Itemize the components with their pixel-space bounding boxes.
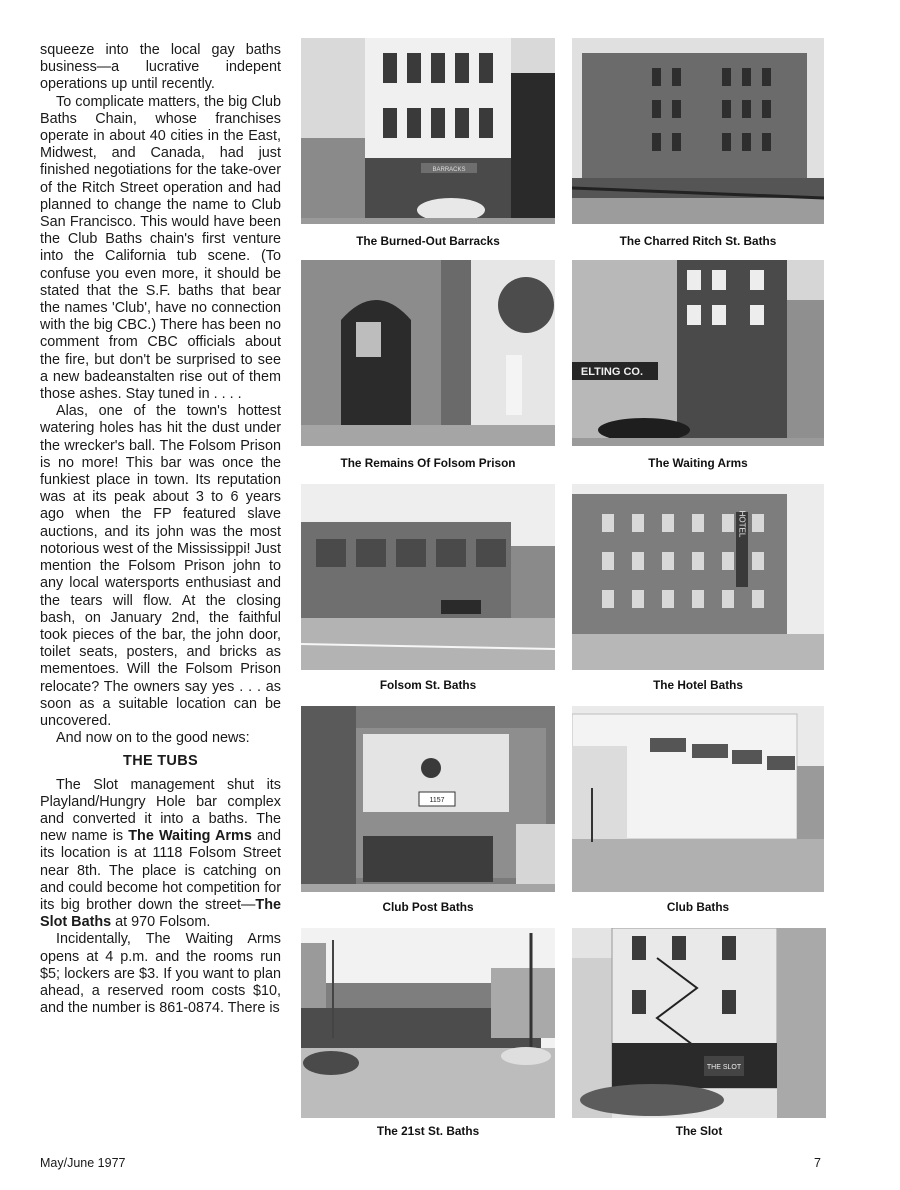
photo-the-hotel-baths	[572, 484, 824, 696]
article-paragraph: squeeze into the local gay baths business—a lucrative indepent operations up until recently.	[40, 42, 281, 93]
photo-caption: The 21st St. Baths	[376, 1124, 480, 1138]
photo-image	[572, 484, 824, 670]
address-sign: 1157	[429, 797, 445, 804]
venue-name: The Slot Baths	[40, 896, 281, 931]
article-paragraph: Alas, one of the town's hottest watering holes has hit the dust under the wrecker's ball. The Folsom Prison is no more! This bar was once the funkiest place in town. Its reputation was at its peak about 3 to 6 years ago when the FP featured slave auctions, and its john was the most notorious west of the Mississippi! Just mention the Folsom Prison john to any local watersports enthusiast and the tears will flow. At the closing bash, on January 2nd, the faithful took pieces of the bar, the john door, toilet seats, posters, and bricks as mementoes. Will the Folsom Prison relocate? The owners say yes . . . as soon as a suitable location can be uncovered.	[40, 403, 281, 729]
photo-the-21st-st-baths	[301, 928, 555, 1140]
photo-caption: The Slot	[675, 1124, 723, 1138]
photo-caption: The Hotel Baths	[653, 678, 743, 692]
photo-caption: Club Baths	[666, 900, 730, 914]
photo-caption: The Remains Of Folsom Prison	[340, 456, 516, 470]
storefront-sign: BARRACKS	[432, 167, 466, 173]
photo-caption: The Charred Ritch St. Baths	[619, 234, 777, 248]
photo-image	[572, 260, 824, 446]
section-heading: THE TUBS	[123, 753, 198, 770]
article-paragraph: Incidentally, The Waiting Arms opens at 4 p.m. and the rooms run $5; lockers are $3. If you want to plan ahead, a reserved room costs $10, and the number is 861-0874. There is	[40, 931, 281, 1017]
article-paragraph: And now on to the good news:	[56, 730, 250, 747]
photo-caption: The Waiting Arms	[648, 456, 748, 470]
photo-image	[572, 38, 824, 224]
photo-charred-ritch-st-baths	[572, 38, 824, 250]
photo-the-slot	[572, 928, 826, 1140]
issue-date: May/June 1977	[40, 1156, 126, 1170]
article-text-column	[40, 42, 281, 1017]
hotel-sign: HOTEL	[737, 510, 747, 538]
article-paragraph: To complicate matters, the big Club Baths Chain, whose franchises operate in about 40 cities in the East, Midwest, and Canada, had just finished negotiations for the take-over of the Ritch Street operation and had planned to change the name to Club San Francisco. This would have been the Club Baths chain's first venture into the California tub scene. (To confuse you even more, it should be stated that the S.F. baths that bear the names 'Club', have no connection with the big CBC.) There has been no comment from CBC officials about the fire, but don't be surprised to see a new badeanstalten rise out of them those ashes. Stay tuned in . . . .	[40, 93, 281, 403]
photo-image	[301, 260, 555, 446]
photo-image	[301, 706, 555, 892]
photo-club-baths	[572, 706, 824, 918]
photo-folsom-st-baths	[301, 484, 555, 696]
photo-club-post-baths	[301, 706, 555, 918]
article-paragraph: The Slot management shut its Playland/Hungry Hole bar complex and converted it into a baths. The new name is The Waiting Arms and its location is at 1118 Folsom Street near 8th. The place is catching on and could become hot competition for its big brother down the street—The Slot Baths at 970 Folsom.	[40, 776, 281, 931]
photo-image	[301, 928, 555, 1118]
building-sign: ELTING CO.	[580, 366, 644, 378]
photo-remains-of-folsom-prison	[301, 260, 555, 472]
slot-sign: THE SLOT	[706, 1064, 742, 1071]
photo-image	[301, 484, 555, 670]
venue-name: The Waiting Arms	[128, 828, 252, 845]
photo-caption: Folsom St. Baths	[379, 678, 477, 692]
photo-the-waiting-arms	[572, 260, 824, 472]
photo-caption: The Burned-Out Barracks	[356, 234, 500, 248]
photo-image	[572, 928, 826, 1118]
page-number: 7	[814, 1156, 821, 1170]
photo-image	[572, 706, 824, 892]
photo-caption: Club Post Baths	[382, 900, 474, 914]
photo-burned-out-barracks	[301, 38, 555, 250]
photo-image	[301, 38, 555, 224]
